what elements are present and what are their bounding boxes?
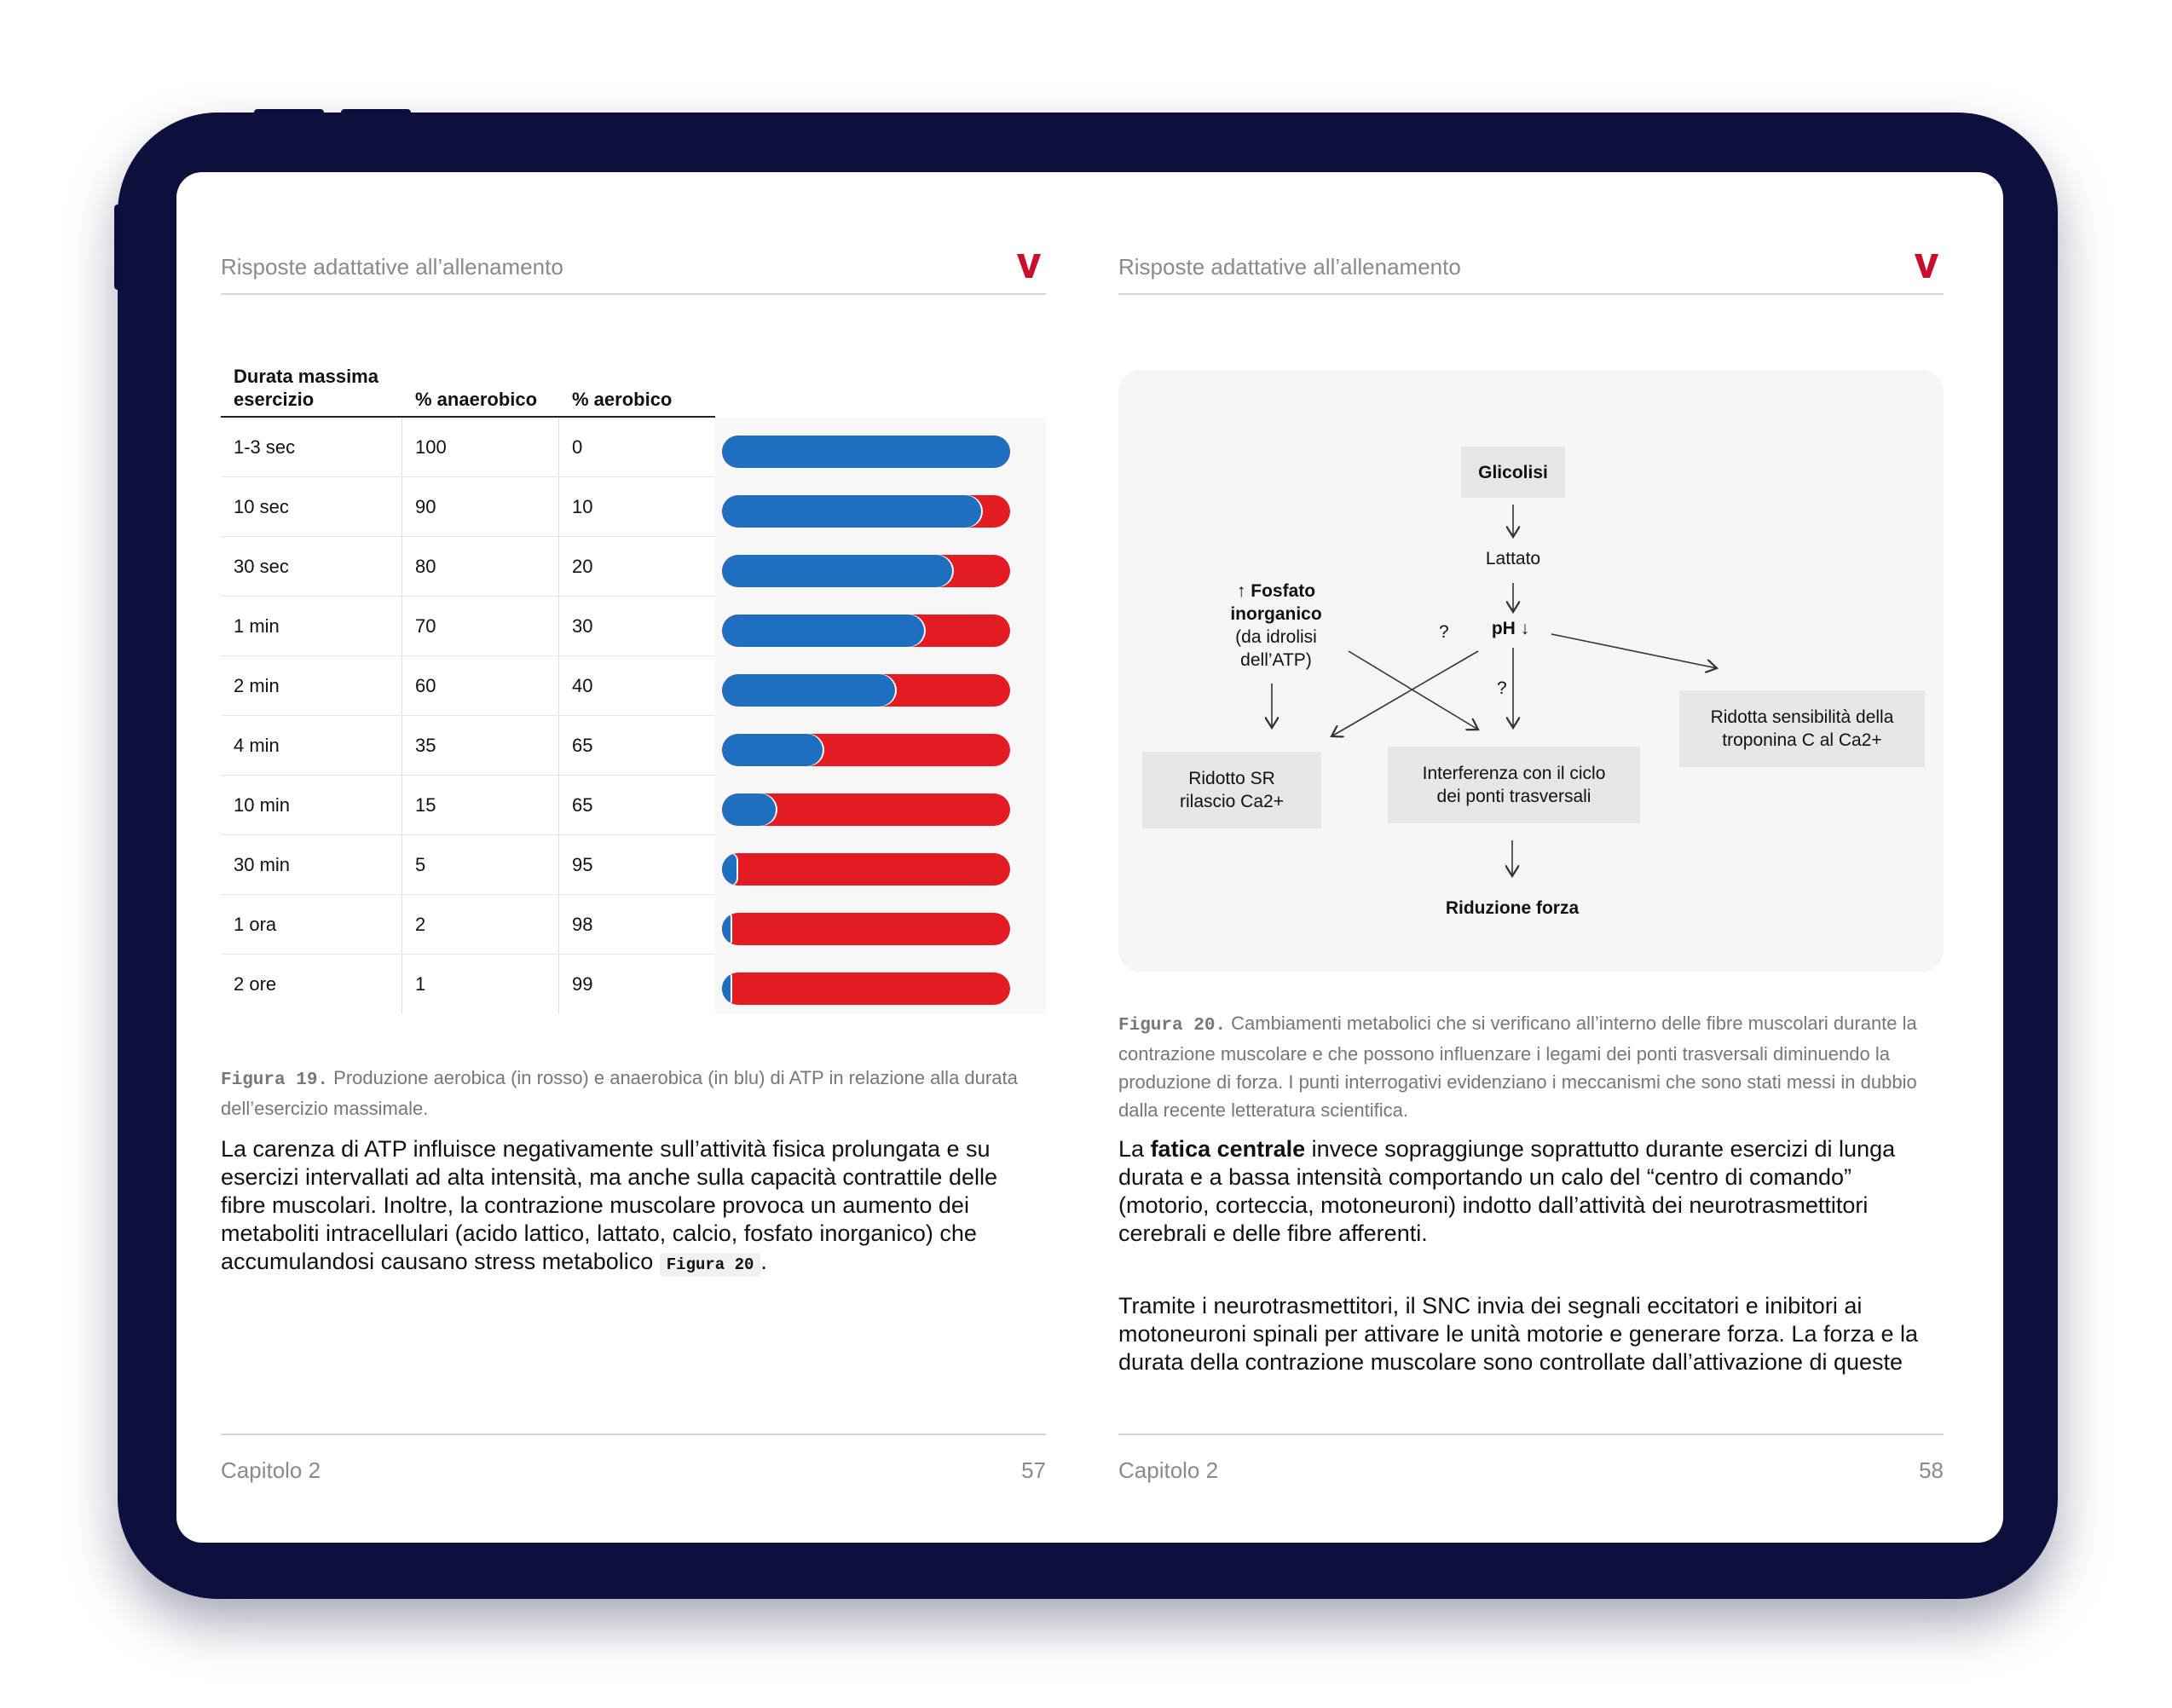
column-divider: [558, 776, 559, 835]
header-anaerobic: % anaerobico: [415, 389, 538, 410]
cell-aerobic: 0: [572, 436, 583, 458]
column-divider: [401, 776, 402, 835]
brand-logo-icon: [1913, 251, 1942, 280]
cell-duration: 4 min: [234, 735, 280, 756]
column-divider: [558, 477, 559, 537]
cell-aerobic: 65: [572, 735, 593, 756]
atp-bar: [722, 674, 1010, 707]
cell-anaerobic: 35: [415, 735, 436, 756]
table-row: [221, 477, 1046, 537]
table-row: [221, 895, 1046, 955]
cell-aerobic: 98: [572, 914, 593, 935]
cell-duration: 1-3 sec: [234, 436, 296, 458]
cell-duration: 10 sec: [234, 496, 289, 517]
running-title: Risposte adattative all’allenamento: [221, 254, 563, 280]
body-text: La carenza di ATP influisce negativamente sull’attività fisica prolungata e su esercizi intervallati ad alta intensità, ma anche sulla capacità contrattile delle fibre muscolari. Inoltre, la contrazione muscolare provoca un aumento dei metaboliti intracellulari (acido lattico, lattato, calcio, fosfato inorganico) che accumulandosi causano stress metabolico: [221, 1136, 997, 1274]
anaerobic-segment: [722, 615, 924, 647]
para1-bold: fatica centrale: [1150, 1136, 1306, 1162]
fosfato-line-3: (da idrolisi: [1235, 627, 1317, 647]
question-mark-1: ?: [1439, 622, 1449, 642]
node-ridotta-sensibilita: [1679, 690, 1925, 767]
body-paragraph-1: [1118, 1135, 1944, 1248]
body-end: .: [760, 1249, 767, 1274]
atp-bar: [722, 436, 1010, 468]
node-lattato: Lattato: [1485, 549, 1541, 568]
cell-duration: 30 sec: [234, 556, 289, 577]
anaerobic-segment: [722, 555, 952, 587]
column-divider: [401, 895, 402, 955]
column-divider: [401, 716, 402, 776]
header-aerobic: % aerobico: [572, 389, 673, 410]
cell-aerobic: 10: [572, 496, 593, 517]
column-divider: [401, 418, 402, 477]
figure-19-caption: [221, 1064, 1046, 1122]
figure-reference-link[interactable]: Figura 20: [660, 1253, 761, 1277]
anaerobic-segment: [722, 674, 895, 707]
ebook-screen[interactable]: [176, 172, 2003, 1543]
cell-anaerobic: 2: [415, 914, 426, 935]
anaerobic-segment: [722, 495, 981, 528]
column-divider: [401, 656, 402, 716]
column-divider: [401, 597, 402, 656]
footer-rule: [221, 1434, 1046, 1435]
fosfato-line-4: dell’ATP): [1240, 650, 1312, 670]
table-row: [221, 656, 1046, 716]
header-duration-label: Durata massima esercizio: [234, 366, 378, 410]
cell-anaerobic: 100: [415, 436, 447, 458]
cell-anaerobic: 80: [415, 556, 436, 577]
table-row: [221, 537, 1046, 597]
ridotta-sens-line-1: Ridotta sensibilità della: [1710, 707, 1894, 727]
node-ph: pH ↓: [1491, 619, 1530, 638]
footer-rule: [1118, 1434, 1944, 1435]
cell-aerobic: 30: [572, 615, 593, 637]
table-row: [221, 716, 1046, 776]
footer-page-number: 58: [1919, 1457, 1944, 1483]
cell-duration: 30 min: [234, 854, 291, 875]
header-duration: [234, 365, 404, 411]
table-row: [221, 955, 1046, 1014]
page-right: [1074, 172, 1987, 1543]
cell-anaerobic: 5: [415, 854, 426, 875]
fosfato-line-2: inorganico: [1230, 604, 1322, 624]
footer-page-number: 57: [1021, 1457, 1046, 1483]
cell-aerobic: 65: [572, 794, 593, 816]
figure-20-caption: [1118, 1009, 1944, 1124]
cell-duration: 1 ora: [234, 914, 277, 935]
node-riduzione-forza: Riduzione forza: [1445, 898, 1580, 918]
column-divider: [401, 537, 402, 597]
caption-label: Figura 20.: [1118, 1016, 1227, 1036]
cell-aerobic: 40: [572, 675, 593, 696]
anaerobic-segment: [722, 913, 731, 945]
atp-bar: [722, 555, 1010, 587]
energy-table: [221, 361, 1046, 1014]
ridotto-sr-line-1: Ridotto SR: [1188, 769, 1275, 788]
atp-bar: [722, 793, 1010, 826]
caption-text: Produzione aerobica (in rosso) e anaerobica (in blu) di ATP in relazione alla durata dell’esercizio massimale.: [221, 1067, 1018, 1119]
column-divider: [558, 597, 559, 656]
column-divider: [401, 835, 402, 895]
anaerobic-segment: [722, 853, 737, 886]
cell-duration: 10 min: [234, 794, 291, 816]
metabolic-diagram: [1118, 370, 1944, 972]
arrow-ph-sensibilita: [1551, 634, 1717, 668]
footer-chapter: Capitolo 2: [1118, 1457, 1219, 1483]
cell-aerobic: 99: [572, 973, 593, 995]
running-title: Risposte adattative all’allenamento: [1118, 254, 1461, 280]
body-paragraph-2: Tramite i neurotrasmettitori, il SNC invia dei segnali eccitatori e inibitori ai motoneuroni spinali per attivare le unità motorie e generare forza. La forza e la durata della contrazione muscolare sono controllate dall’attivazione di queste: [1118, 1293, 1919, 1375]
atp-bar: [722, 734, 1010, 766]
cell-anaerobic: 90: [415, 496, 436, 517]
brand-logo-icon: [1015, 251, 1044, 280]
column-divider: [558, 895, 559, 955]
atp-bar: [722, 972, 1010, 1005]
caption-label: Figura 19.: [221, 1070, 329, 1090]
interferenza-line-2: dei ponti trasversali: [1436, 787, 1591, 806]
cell-duration: 2 min: [234, 675, 280, 696]
column-divider: [558, 537, 559, 597]
node-interferenza: [1388, 747, 1640, 823]
ridotto-sr-line-2: rilascio Ca2+: [1180, 792, 1284, 811]
atp-bar: [722, 615, 1010, 647]
table-row: [221, 418, 1046, 477]
running-header: [1118, 251, 1944, 295]
cell-anaerobic: 70: [415, 615, 436, 637]
footer-chapter: Capitolo 2: [221, 1457, 321, 1483]
column-divider: [558, 418, 559, 477]
node-glicolisi: Glicolisi: [1461, 447, 1565, 498]
column-divider: [558, 955, 559, 1014]
table-header: [221, 361, 715, 418]
atp-bar: [722, 853, 1010, 886]
column-divider: [558, 835, 559, 895]
cell-aerobic: 20: [572, 556, 593, 577]
table-row: [221, 776, 1046, 835]
atp-bar: [722, 495, 1010, 528]
body-paragraph: [221, 1135, 1046, 1279]
table-body: [221, 418, 1046, 1014]
anaerobic-segment: [722, 972, 731, 1005]
column-divider: [558, 656, 559, 716]
column-divider: [401, 955, 402, 1014]
question-mark-2: ?: [1497, 678, 1507, 698]
table-row: [221, 597, 1046, 656]
anaerobic-segment: [722, 436, 1010, 468]
atp-bar: [722, 913, 1010, 945]
node-fosfato: [1195, 580, 1357, 672]
fosfato-line-1: ↑ Fosfato: [1236, 581, 1316, 601]
column-divider: [558, 716, 559, 776]
anaerobic-segment: [722, 793, 776, 826]
column-divider: [401, 477, 402, 537]
cell-duration: 1 min: [234, 615, 280, 637]
cell-anaerobic: 60: [415, 675, 436, 696]
cell-aerobic: 95: [572, 854, 593, 875]
cell-anaerobic: 1: [415, 973, 426, 995]
para1-start: La: [1118, 1136, 1145, 1162]
table-row: [221, 835, 1046, 895]
interferenza-line-1: Interferenza con il ciclo: [1422, 764, 1606, 783]
caption-text: Cambiamenti metabolici che si verificano all’interno delle fibre muscolari durante la contrazione muscolare e che possono influenzare i legami dei ponti trasversali diminuendo la produzione di forza. I punti interrogativi evidenziano i meccanismi che sono stati messi in dubbio dalla recente letteratura scientifica.: [1118, 1013, 1917, 1121]
cell-duration: 2 ore: [234, 973, 277, 995]
page-left: [176, 172, 1089, 1543]
ridotta-sens-line-2: troponina C al Ca2+: [1722, 730, 1882, 750]
node-ridotto-sr: [1142, 752, 1321, 828]
anaerobic-segment: [722, 734, 823, 766]
para1-rest: invece sopraggiunge soprattutto durante esercizi di lunga durata e a bassa intensità comportando un calo del “centro di comando” (motorio, corteccia, motoneuroni) indotto dall’attività dei neurotrasmettitori cerebrali e delle fibre afferenti.: [1118, 1136, 1896, 1246]
cell-anaerobic: 15: [415, 794, 436, 816]
running-header: [221, 251, 1046, 295]
